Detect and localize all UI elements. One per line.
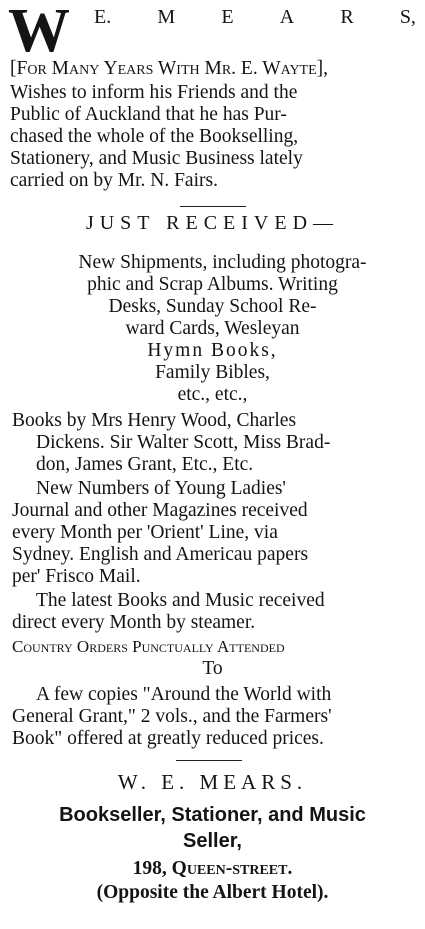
shipments-line: New Shipments, including photogra- bbox=[78, 252, 367, 273]
divider-rule bbox=[180, 206, 246, 207]
offer-line: General Grant," 2 vols., and the Farmers' bbox=[12, 706, 332, 727]
signature: W. E. MEARS. bbox=[117, 770, 308, 794]
former-employer-note: [For Many Years With Mr. E. Wayte], bbox=[10, 58, 329, 79]
latest-books-line: direct every Month by steamer. bbox=[12, 612, 256, 633]
intro-line: carried on by Mr. N. Fairs. bbox=[10, 170, 218, 191]
name-letter: R bbox=[340, 6, 354, 28]
trade-line: Bookseller, Stationer, and Music bbox=[59, 804, 366, 826]
shipments-line: etc., etc., bbox=[177, 384, 248, 405]
authors-line: don, James Grant, Etc., Etc. bbox=[36, 454, 254, 475]
section-heading: JUST RECEIVED— bbox=[85, 212, 340, 234]
magazines-line: Journal and other Magazines received bbox=[12, 500, 308, 521]
magazines-line: New Numbers of Young Ladies' bbox=[36, 478, 286, 499]
magazines-line: Sydney. English and Americau papers bbox=[12, 544, 309, 565]
authors-line: Books by Mrs Henry Wood, Charles bbox=[12, 410, 297, 431]
intro-line: Stationery, and Music Business lately bbox=[10, 148, 303, 169]
shipments-line: Desks, Sunday School Re- bbox=[108, 296, 317, 317]
shipments-line: phic and Scrap Albums. Writing bbox=[87, 274, 338, 295]
name-letter: S, bbox=[399, 6, 416, 28]
offer-line: A few copies "Around the World with bbox=[36, 684, 332, 705]
authors-line: Dickens. Sir Walter Scott, Miss Brad- bbox=[36, 432, 331, 453]
latest-books-line: The latest Books and Music received bbox=[36, 590, 325, 611]
magazines-line: every Month per 'Orient' Line, via bbox=[12, 522, 278, 543]
name-letter: E bbox=[221, 6, 234, 28]
magazines-line: per' Frisco Mail. bbox=[12, 566, 141, 587]
intro-line: Wishes to inform his Friends and the bbox=[10, 82, 298, 103]
country-orders-line: Country Orders Punctually Attended bbox=[12, 637, 285, 656]
intro-line: chased the whole of the Bookselling, bbox=[10, 126, 299, 147]
offer-line: Book" offered at greatly reduced prices. bbox=[12, 728, 324, 749]
drop-cap-initial: W bbox=[8, 0, 70, 65]
country-orders-line: To bbox=[202, 658, 223, 679]
name-letter: A bbox=[279, 6, 295, 28]
street-address: 198, Queen-street. bbox=[132, 858, 293, 879]
name-letter: E. bbox=[94, 6, 112, 28]
trade-line: Seller, bbox=[183, 830, 242, 852]
shipments-line: ward Cards, Wesleyan bbox=[125, 318, 300, 339]
shipments-line: Hymn Books, bbox=[147, 340, 278, 361]
location-note: (Opposite the Albert Hotel). bbox=[96, 882, 329, 903]
name-letter: M bbox=[157, 6, 176, 28]
shipments-line: Family Bibles, bbox=[155, 362, 270, 383]
advertiser-name bbox=[94, 6, 416, 29]
divider-rule bbox=[176, 760, 242, 761]
intro-line: Public of Auckland that he has Pur- bbox=[10, 104, 287, 125]
